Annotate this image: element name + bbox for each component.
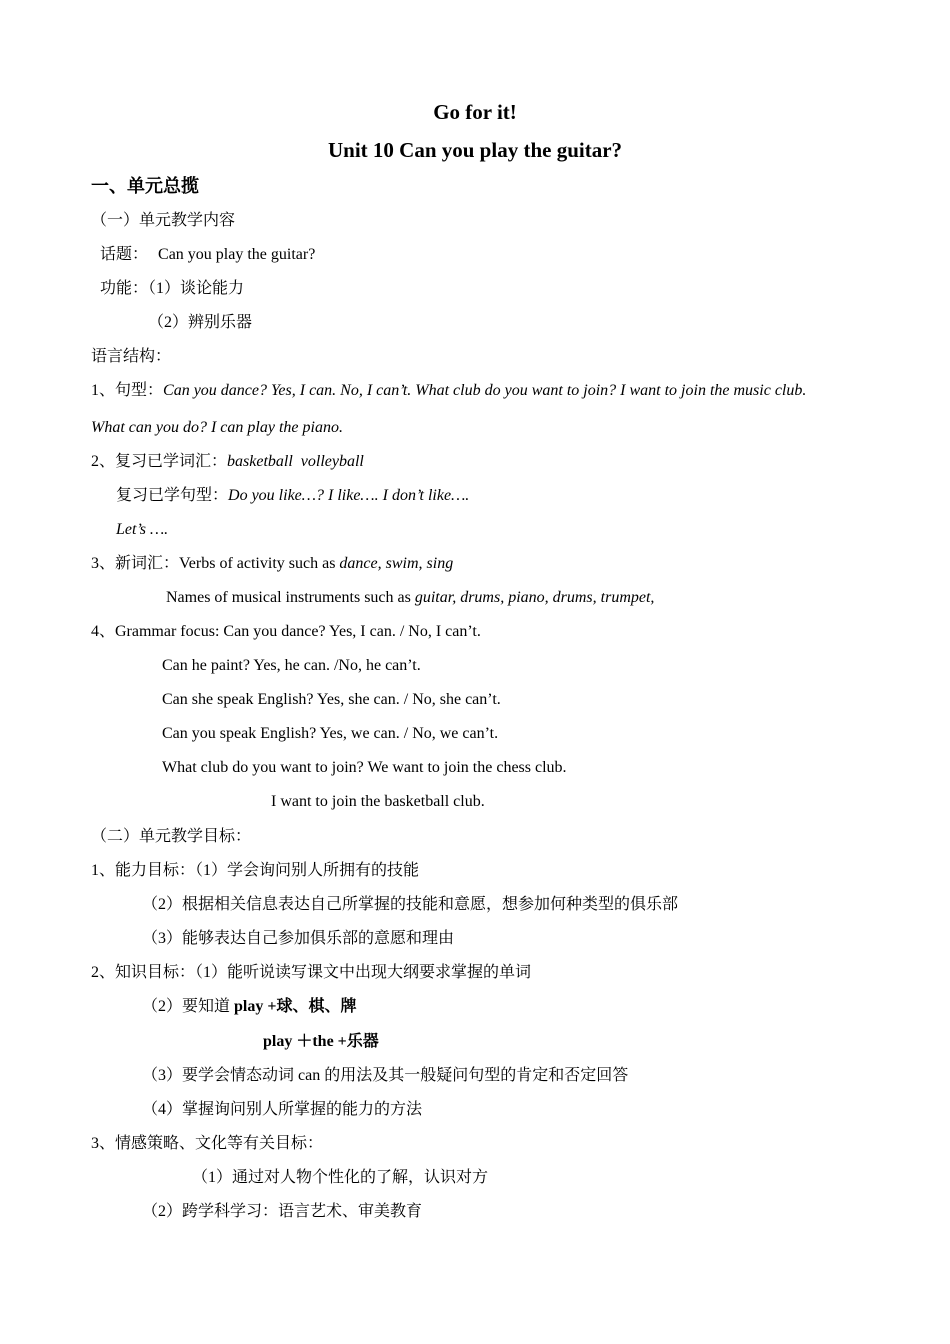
grammar-item-3: Can she speak English? Yes, she can. / No, she can’t. [162, 691, 501, 708]
ability-item-3: （3）能够表达自己参加俱乐部的意愿和理由 [142, 930, 455, 947]
knowledge-item-4: （4）掌握询问别人所掌握的能力的方法 [142, 1101, 423, 1118]
grammar-item-6: I want to join the basketball club. [271, 793, 485, 810]
grammar-label: 4、Grammar focus: [91, 623, 224, 640]
grammar-item-1: Can you dance? Yes, I can. / No, I can’t. [223, 623, 481, 640]
instruments-line [166, 588, 654, 608]
topic-line [100, 245, 315, 265]
new-vocab-prefix: Verbs of activity such as [179, 555, 340, 572]
function-line [100, 279, 244, 299]
function-item-1: （1）谈论能力 [148, 280, 245, 297]
knowledge-item-2-prefix: （2）要知道 [142, 998, 235, 1015]
new-vocab-verbs: dance, swim, sing [339, 555, 454, 572]
grammar-item-2: Can he paint? Yes, he can. /No, he can’t. [162, 657, 421, 674]
review-pattern-label: 复习已学句型： [116, 487, 229, 504]
knowledge-item-1: （1）能听说读写课文中出现大纲要求掌握的单词 [195, 964, 532, 981]
ability-line-1 [91, 861, 419, 881]
sentence-text-continued: What can you do? I can play the piano. [91, 419, 343, 436]
structure-label: 语言结构： [91, 348, 172, 365]
review-pattern-line [116, 486, 469, 506]
function-label: 功能： [100, 280, 149, 297]
ability-item-2: （2）根据相关信息表达自己所掌握的技能和意愿，想参加何种类型的俱乐部 [142, 896, 679, 913]
grammar-item-5: What club do you want to join? We want to join the chess club. [162, 759, 567, 776]
document-subtitle: Unit 10 Can you play the guitar? [327, 138, 623, 162]
grammar-item-4: Can you speak English? Yes, we can. / No, we can’t. [162, 725, 499, 742]
review-vocab-line [91, 452, 364, 472]
knowledge-line-2 [142, 997, 356, 1017]
subsection-heading-goals: （二）单元教学目标： [91, 828, 252, 845]
knowledge-item-2-play-instrument: play ＋the +乐器 [263, 1033, 379, 1050]
knowledge-line-1 [91, 963, 531, 983]
emotion-item-2: （2）跨学科学习：语言艺术、审美教育 [142, 1203, 423, 1220]
sentence-label: 1、句型： [91, 382, 164, 399]
review-vocab-label: 2、复习已学词汇： [91, 453, 228, 470]
emotion-label: 3、情感策略、文化等有关目标： [91, 1135, 324, 1152]
instruments-list: guitar, drums, piano, drums, trumpet, [414, 589, 655, 606]
new-vocab-line [91, 554, 453, 574]
subsection-heading-content: （一）单元教学内容 [91, 212, 236, 229]
emotion-item-1: （1）通过对人物个性化的了解，认识对方 [192, 1169, 489, 1186]
function-item-2: （2）辨别乐器 [148, 314, 253, 331]
review-pattern-text-continued: Let’s …. [116, 521, 169, 538]
review-pattern-text: Do you like…? I like…. I don’t like…. [228, 487, 470, 504]
document-title: Go for it! [433, 100, 517, 124]
sentence-line [91, 381, 806, 401]
knowledge-item-2-play-ball: play +球、棋、牌 [234, 998, 357, 1015]
topic-text: Can you play the guitar? [158, 246, 316, 263]
knowledge-item-3: （3）要学会情态动词 can 的用法及其一般疑问句型的肯定和否定回答 [142, 1067, 629, 1084]
sentence-text: Can you dance? Yes, I can. No, I can’t. What club do you want to join? I want to join the music club. [163, 382, 807, 399]
knowledge-label: 2、知识目标： [91, 964, 196, 981]
grammar-line-1 [91, 622, 481, 642]
section-heading-overview: 一、单元总揽 [91, 176, 199, 196]
instruments-prefix: Names of musical instruments such as [166, 589, 415, 606]
ability-item-1: （1）学会询问别人所拥有的技能 [195, 862, 420, 879]
ability-label: 1、能力目标： [91, 862, 196, 879]
new-vocab-label: 3、新词汇： [91, 555, 180, 572]
review-vocab-text: basketball volleyball [227, 453, 364, 470]
topic-label: 话题： [100, 246, 149, 263]
